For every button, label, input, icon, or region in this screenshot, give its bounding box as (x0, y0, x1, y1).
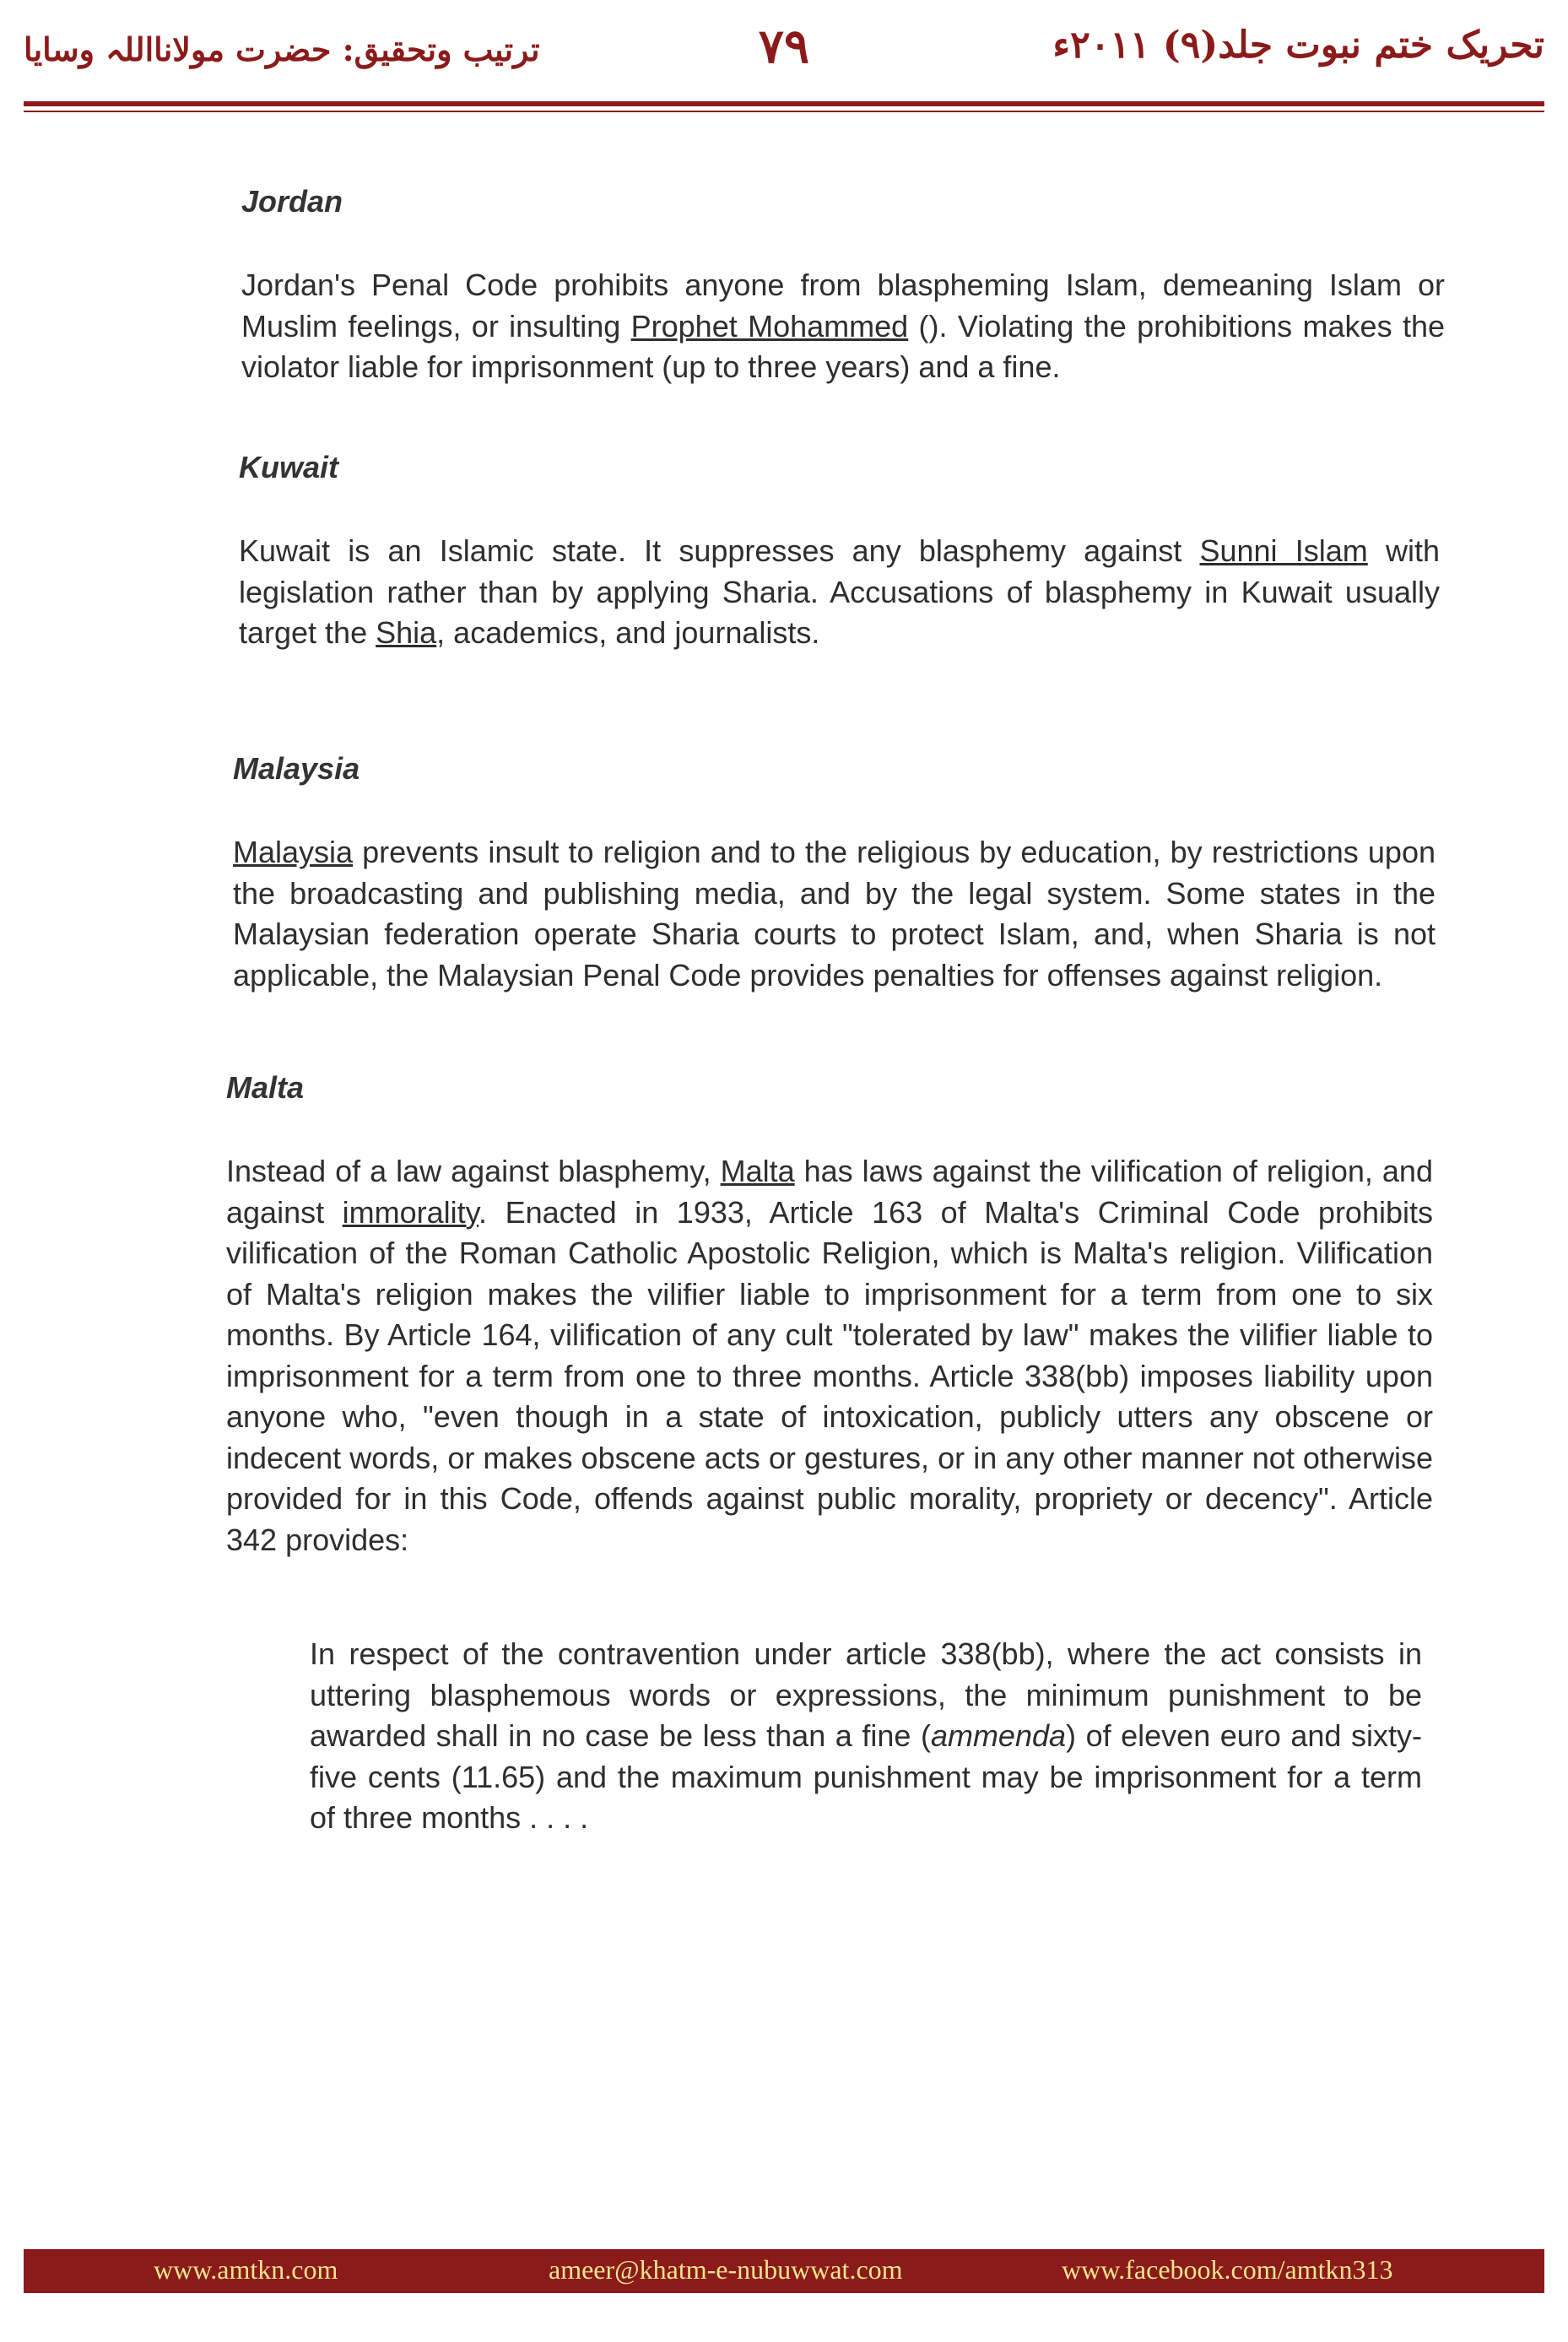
text-span: with legislation rather than by applying Sharia. Accusations of blasphemy in Kuwait usually target the (239, 533, 1441, 650)
paragraph-kuwait (239, 531, 1440, 654)
page-header (24, 0, 1544, 101)
link-sunni-islam[interactable]: Sunni Islam (1199, 533, 1368, 568)
page-footer (24, 2249, 1544, 2293)
text-span: ) of eleven euro and sixty-five cents (11.65) and the maximum punishment may be imprisonment for a term of three months . . . . (310, 1718, 1422, 1835)
section-malta (226, 1070, 1433, 1560)
link-immorality[interactable]: immorality (342, 1194, 479, 1230)
link-malta[interactable]: Malta (720, 1154, 795, 1188)
link-prophet-mohammed[interactable]: Prophet Mohammed (630, 308, 909, 343)
header-rule-thin (24, 111, 1544, 112)
text-span: has laws against the vilification of religion, and against (226, 1154, 1433, 1230)
blockquote-article-342 (310, 1634, 1422, 1839)
text-span: , academics, and journalists. (436, 615, 820, 650)
text-span: In respect of the contravention under article 338(bb), where the act consists in uttering blasphemous words or expressions, the minimum punishment to be awarded shall in no case be less than a fine ( (310, 1636, 1422, 1753)
paragraph-jordan (241, 265, 1445, 388)
quote-text (310, 1634, 1422, 1839)
header-compiler-title: ترتیب وتحقیق: حضرت مولانااللہ وسایا (24, 30, 540, 68)
link-shia[interactable]: Shia (376, 615, 437, 650)
section-malaysia (233, 751, 1436, 996)
section-heading-kuwait: Kuwait (239, 450, 339, 484)
section-heading-malaysia: Malaysia (233, 751, 360, 786)
footer-facebook-link[interactable]: www.facebook.com/amtkn313 (1062, 2254, 1393, 2285)
section-heading-malta: Malta (226, 1070, 305, 1105)
text-span: (). Violating the prohibitions makes the violator liable for imprisonment (up to three years) and a fine. (241, 308, 1445, 384)
text-span: Kuwait is an Islamic state. It suppresses any blasphemy against (239, 533, 1200, 568)
paragraph-malta (226, 1151, 1433, 1560)
text-span: . Enacted in 1933, Article 163 of Malta's Criminal Code prohibits vilification of the Roman Catholic Apostolic Religion, which is Malta's religion. Vilification of Malta's religion makes the vilifier liable to imprisonment for a term from one to six months. By Article 164, vilification of any cult "tolerated by law" makes the vilifier liable to imprisonment for a term from one to three months. Article 338(bb) imposes liability upon anyone who, "even though in a state of intoxication, publicly utters any obscene or indecent words, or makes obscene acts or gestures, or in any other manner not otherwise provided for in this Code, offends against public morality, propriety or decency". Article 342 provides: (226, 1194, 1433, 1557)
header-rule-thick (24, 101, 1544, 106)
section-heading-jordan: Jordan (241, 184, 343, 219)
footer-email-link[interactable]: ameer@khatm-e-nubuwwat.com (549, 2254, 903, 2285)
footer-website-link[interactable]: www.amtkn.com (154, 2254, 338, 2285)
text-span: Jordan's Penal Code prohibits anyone from blaspheming Islam, demeaning Islam or Muslim feelings, or insulting (241, 268, 1445, 343)
page-number: ۷۹ (758, 19, 810, 74)
header-book-title: تحریک ختم نبوت جلد(۹) ۲۰۱۱ء (1052, 24, 1544, 67)
paragraph-malaysia (233, 832, 1436, 996)
link-malaysia[interactable]: Malaysia (233, 835, 354, 869)
text-italic: ammenda (930, 1718, 1067, 1753)
section-jordan (241, 184, 1445, 388)
text-span: prevents insult to religion and to the religious by education, by restrictions upon the broadcasting and publishing media, and by the legal system. Some states in the Malaysian federation operate Sharia courts to protect Islam, and, when Sharia is not applicable, the Malaysian Penal Code provides penalties for offenses against religion. (233, 835, 1436, 993)
section-kuwait (239, 450, 1440, 654)
text-span: Instead of a law against blasphemy, (226, 1154, 721, 1188)
